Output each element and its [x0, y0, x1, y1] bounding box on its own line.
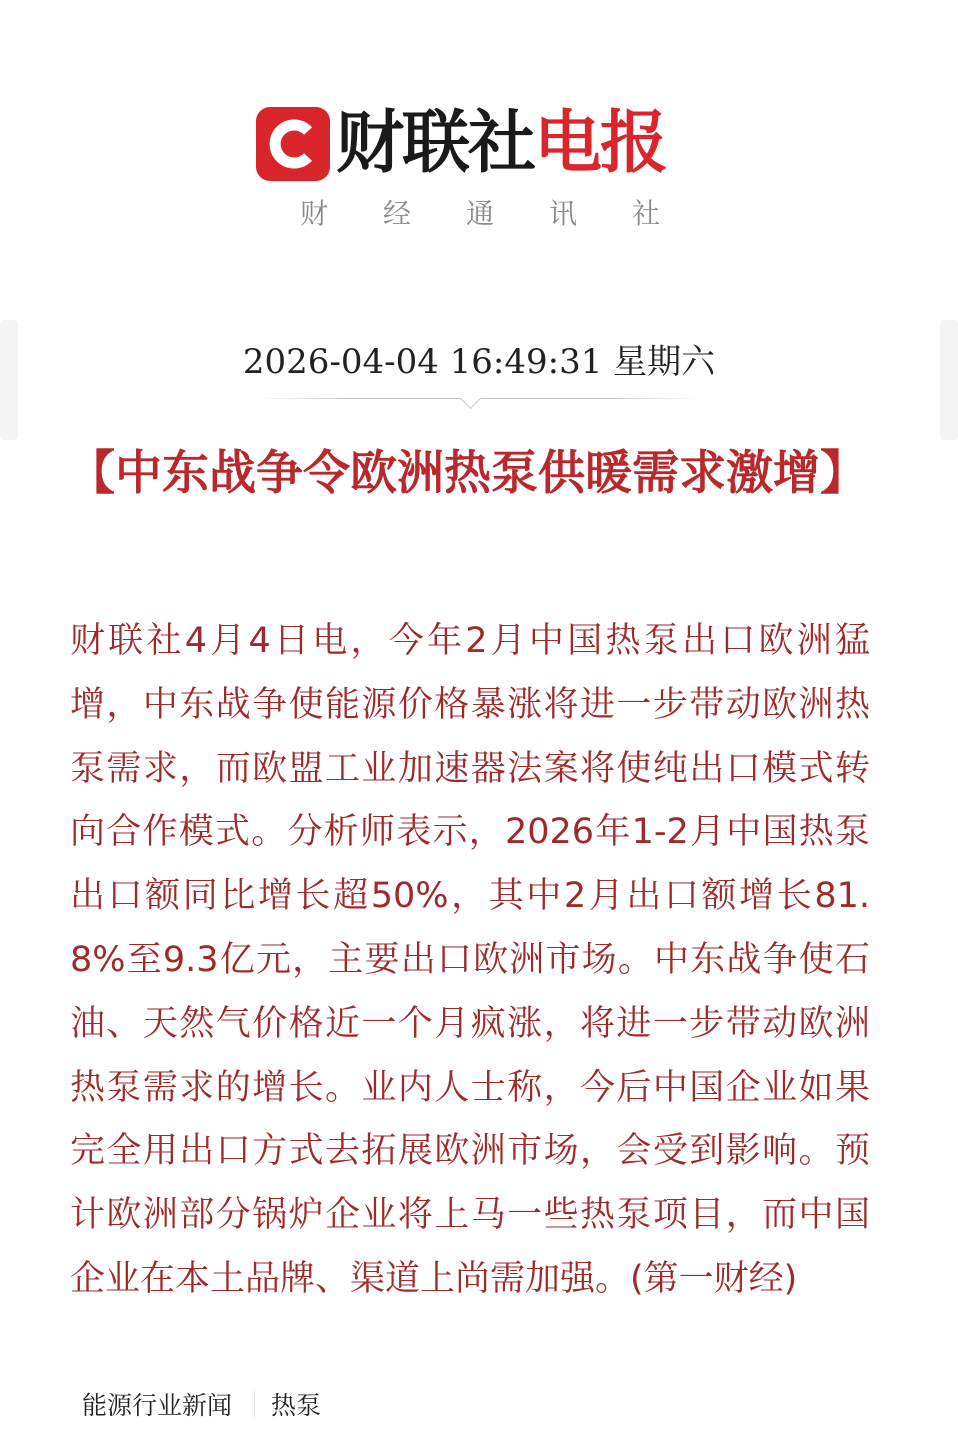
brand-c-icon — [256, 107, 330, 181]
brand-wordmark — [336, 104, 666, 184]
brand-name-dark: 财联社 — [336, 104, 535, 183]
tagline-char: 社 — [631, 197, 660, 230]
article-body: 财联社4月4日电，今年2月中国热泵出口欧洲猛增，中东战争使能源价格暴涨将进一步带动欧洲热泵需求，而欧盟工业加速器法案将使纯出口模式转向合作模式。分析师表示，2026年1-2月中国热泵出口额同比增长超50%，其中2月出口额增长81.8%至9.3亿元，主要出口欧洲市场。中东战争使石油、天然气价格近一个月疯涨，将进一步带动欧洲热泵需求的增长。业内人士称，今后中国企业如果完全用出口方式去拓展欧洲市场，会受到影响。预计欧洲部分锅炉企业将上马一些热泵项目，而中国企业在本土品牌、渠道上尚需加强。(第一财经) — [70, 621, 870, 1299]
article-datetime: 2026-04-04 16:49:31 星期六 — [242, 342, 716, 382]
tagline-char: 讯 — [548, 197, 577, 230]
brand-name-red: 电报 — [534, 104, 667, 183]
tag-energy-news[interactable]: 能源行业新闻 — [82, 1391, 233, 1420]
tagline-char: 经 — [382, 197, 411, 230]
article-headline: 【中东战争令欧洲热泵供暖需求激增】 — [68, 446, 867, 501]
brand-tagline — [300, 192, 660, 232]
tagline-char: 通 — [465, 197, 494, 230]
divider-notch-icon — [460, 388, 481, 409]
tag-heat-pump[interactable]: 热泵 — [271, 1391, 322, 1420]
tag-divider — [254, 1391, 255, 1417]
tag-list — [82, 1386, 321, 1422]
brand-logo — [256, 104, 666, 184]
tagline-char: 财 — [300, 197, 329, 230]
